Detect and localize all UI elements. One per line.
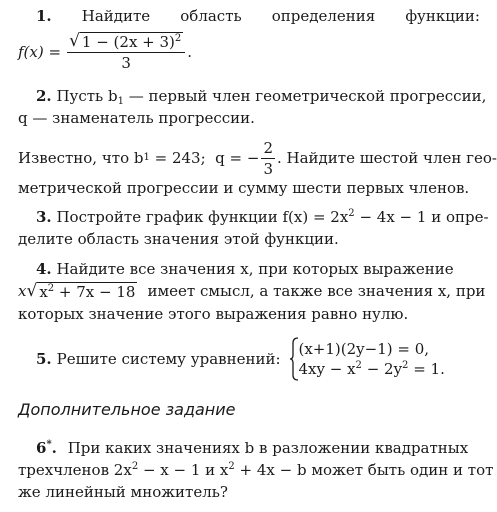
task3-text: Постройте график функции $f(x) = 2x^2 - 4x - 1$ и опре- [56,208,489,226]
brace-icon [289,337,299,381]
task1-number: 1. [36,7,52,25]
task5-eq1: (x+1)(2y−1) = 0, [298,340,430,358]
task6-line3: же линейный множитель? [18,483,228,501]
task1-word: Найдите [81,7,151,25]
task2-fraction [261,139,275,178]
task4-x: x [18,282,27,300]
task2-line4: метрической прогрессии и сумму шести первых членов. [18,179,470,197]
task4-line1 [36,259,480,279]
task1-word: функции: [405,7,480,25]
sqrt-sign: √ [69,31,80,51]
task4-text: имеет смысл, а также все значения x, при [147,282,486,300]
task1-word: область [180,7,242,25]
task2-number: 2. [36,87,52,105]
task4-text: Найдите все значения x, при которых выражение [56,260,454,278]
task1-period: . [187,43,193,61]
task2-line2: q — знаменатель прогрессии. [18,109,255,127]
task1-formula [18,30,480,74]
task2-line3: Известно, что b 1 = 243; q = − $\frac{2}{3}$ . Найдите шестой член гео- [18,138,497,178]
task2-line1 [36,86,487,107]
task4-sqrt [26,282,137,301]
task3-line2: делите область значения этой функции. [18,230,339,248]
task2-text: Пусть $b_1$ — первый член геометрической прогрессии, [56,87,487,107]
task5-eq2: $4xy - x^2 - 2y^2 = 1$. [298,360,445,378]
task5-equations [299,339,445,379]
task3-line1 [36,207,489,227]
task5-number: 5. [36,350,52,368]
task6-number: 6*. [36,439,57,457]
sqrt-sign: √ [26,280,38,301]
task1-sqrt [67,32,185,53]
task1-word: определения [271,7,376,25]
task1-line1 [36,6,480,26]
task4-radicand: $x^2 + 7x - 18$ [39,282,136,301]
task4-line2 [18,280,486,301]
task2-text: Известно, что b [18,149,144,167]
task1-denominator: 3 [121,54,131,72]
task1-fraction [67,32,185,72]
frac-denominator: 3 [263,159,273,178]
task1-radicand: $1 - (2x + 3)^2$ [81,33,182,51]
task5 [36,336,480,382]
task6-line1 [36,438,480,458]
task6-line2: трехчленов $2x^2 - x - 1$ и $x^2 + 4x - b$ может быть один и тот [18,461,494,479]
task2-text: . Найдите шестой член гео- [277,149,497,167]
task6-text: При каких значениях b в разложении квадратных [67,439,469,457]
frac-numerator: 2 [263,138,273,157]
task2-text: = 243; q = − [149,149,260,167]
task5-text: Решите систему уравнений: [56,350,281,368]
task3-number: 3. [36,208,52,226]
task5-system [289,337,445,381]
extra-heading: Дополнительное задание [18,400,236,419]
task4-line3: которых значение этого выражения равно нулю. [18,305,409,323]
task4-number: 4. [36,260,52,278]
task1-lhs: f(x) = [18,43,62,61]
